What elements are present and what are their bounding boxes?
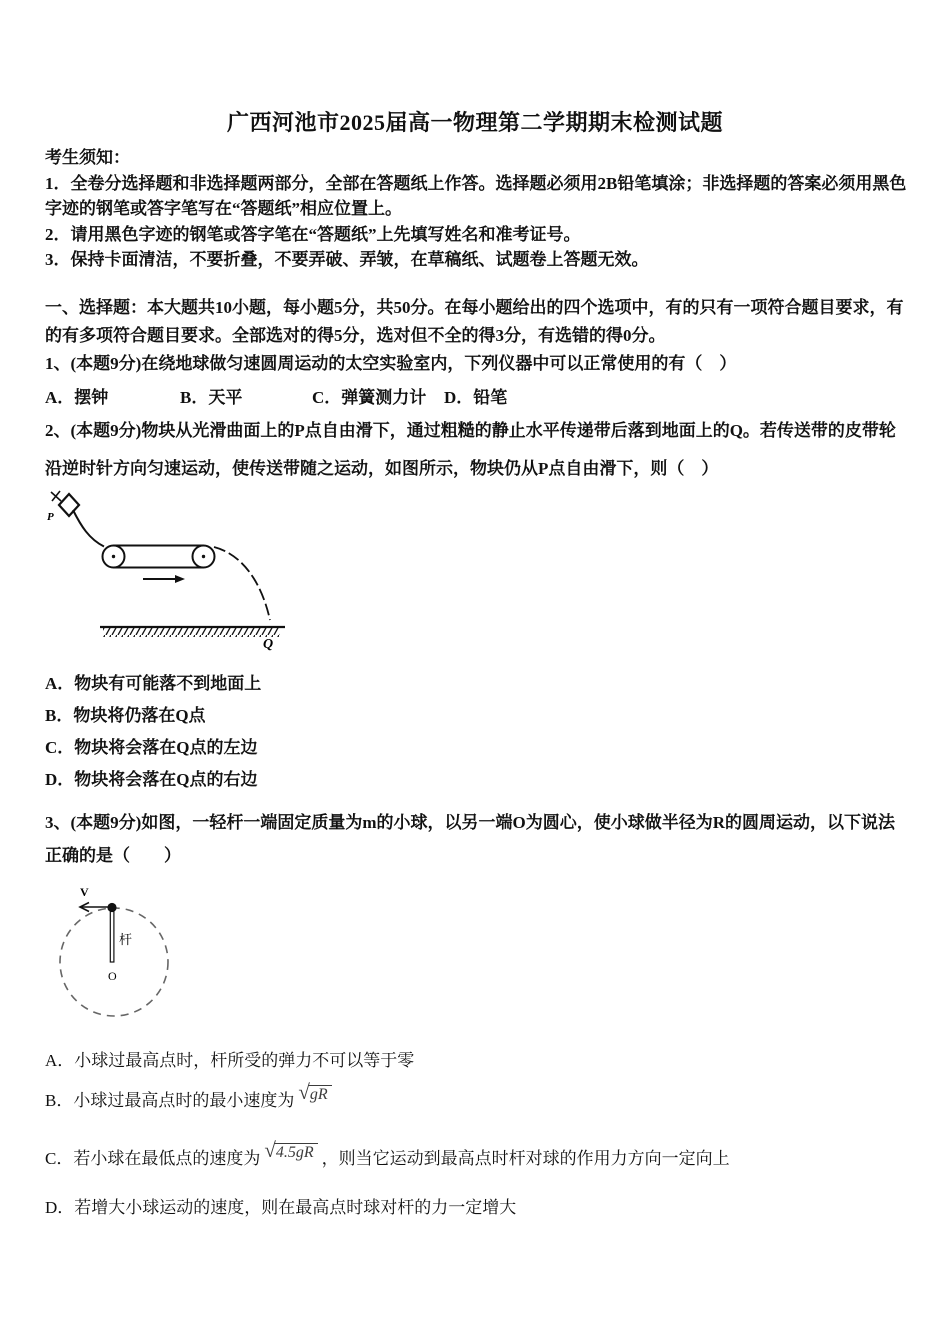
question-3-stem-line-2: 正确的是（ ） bbox=[45, 846, 181, 865]
question-3-option-c-suffix: ，则当它运动到最高点时杆对球的作用力方向一定向上 bbox=[321, 1149, 730, 1168]
trajectory-curve bbox=[214, 547, 270, 620]
center-o-label: O bbox=[108, 969, 117, 983]
sqrt-gr-formula: √gR bbox=[298, 1080, 331, 1105]
question-3-option-b-text: B．小球过最高点时的最小速度为 bbox=[45, 1091, 295, 1110]
question-1-option-c: C．弹簧测力计 bbox=[312, 388, 427, 407]
section-header bbox=[45, 294, 904, 350]
question-1-options bbox=[45, 383, 507, 408]
section-header-line-1: 一、选择题：本大题共10小题，每小题5分，共50分。在每小题给出的四个选项中，有的只有一项符合题目要求，有 bbox=[45, 298, 904, 317]
sqrt-gr-radicand: gR bbox=[308, 1085, 332, 1104]
conveyor-belt-figure bbox=[45, 482, 305, 657]
question-1-option-a: A．摆钟 bbox=[45, 388, 109, 407]
question-3-option-d: D．若增大小球运动的速度，则在最高点时球对杆的力一定增大 bbox=[45, 1198, 517, 1217]
notices-heading: 考生须知： bbox=[45, 148, 130, 167]
sqrt-4-5gr-radicand: 4.5gR bbox=[274, 1143, 318, 1162]
question-3-stem-line-1: 3、(本题9分)如图，一轻杆一端固定质量为m的小球，以另一端O为圆心，使小球做半径为R的圆周运动，以下说法 bbox=[45, 813, 895, 832]
q-point-label: Q bbox=[263, 637, 274, 652]
question-2-options bbox=[45, 668, 261, 796]
notice-item-2: 2．请用黑色字迹的钢笔或答字笔在“答题纸”上先填写姓名和准考证号。 bbox=[45, 224, 581, 244]
question-2-stem-line-2: 沿逆时针方向匀速运动，使传送带随之运动，如图所示，物块仍从P点自由滑下，则（ ） bbox=[45, 459, 719, 478]
page-title: 广西河池市2025届高一物理第二学期期末检测试题 bbox=[226, 110, 723, 135]
section-header-line-2: 的有多项符合题目要求。全部选对的得5分，选对但不全的得3分，有选错的得0分。 bbox=[45, 326, 666, 345]
rod-label: 杆 bbox=[119, 932, 133, 947]
question-3-option-c-text: C．若小球在最低点的速度为 bbox=[45, 1149, 261, 1168]
question-2-option-d: D．物块将会落在Q点的右边 bbox=[45, 770, 258, 789]
question-3-option-b bbox=[45, 1080, 336, 1112]
question-2-stem bbox=[45, 412, 896, 488]
question-1-option-d: D．铅笔 bbox=[444, 388, 508, 407]
notice-item-3: 3．保持卡面清洁，不要折叠，不要弄破、弄皱，在草稿纸、试题卷上答题无效。 bbox=[45, 250, 649, 269]
p-point-label: P bbox=[47, 511, 54, 523]
slope-curve bbox=[73, 510, 104, 547]
notice-item-1-line-1: 1．全卷分选择题和非选择题两部分，全部在答题纸上作答。选择题必须用2B铅笔填涂；非选择题的答案必须用黑色 bbox=[45, 173, 907, 193]
rod-circle-figure bbox=[58, 874, 188, 1029]
question-3-stem bbox=[45, 806, 895, 872]
velocity-label: V bbox=[80, 885, 89, 899]
sqrt-4-5gr-formula: √4.5gR bbox=[264, 1138, 317, 1163]
question-3-option-a: A．小球过最高点时，杆所受的弹力不可以等于零 bbox=[45, 1051, 415, 1070]
belt-arrow-head bbox=[175, 575, 185, 583]
question-1-option-b: B．天平 bbox=[180, 388, 243, 407]
rod-shape bbox=[110, 910, 114, 962]
ground-hatching bbox=[103, 628, 280, 637]
question-2-option-a: A．物块有可能落不到地面上 bbox=[45, 674, 262, 693]
candidate-notices bbox=[45, 145, 906, 273]
question-2-option-c: C．物块将会落在Q点的左边 bbox=[45, 738, 258, 757]
question-1-stem: 1、(本题9分)在绕地球做匀速圆周运动的太空实验室内，下列仪器中可以正常使用的有（ ） bbox=[45, 354, 737, 373]
question-3-option-c bbox=[45, 1138, 730, 1170]
ball-shape bbox=[107, 903, 116, 912]
block-shape bbox=[59, 494, 79, 516]
right-pulley-axle bbox=[202, 555, 205, 558]
question-2-stem-line-1: 2、(本题9分)物块从光滑曲面上的P点自由滑下，通过粗糙的静止水平传递带后落到地面上的Q。若传送带的皮带轮 bbox=[45, 421, 896, 440]
left-pulley-axle bbox=[112, 555, 115, 558]
notice-item-1-line-2: 字迹的钢笔或答字笔写在“答题纸”相应位置上。 bbox=[45, 199, 402, 218]
block-tick bbox=[51, 491, 61, 501]
question-2-option-b: B．物块将仍落在Q点 bbox=[45, 706, 206, 725]
